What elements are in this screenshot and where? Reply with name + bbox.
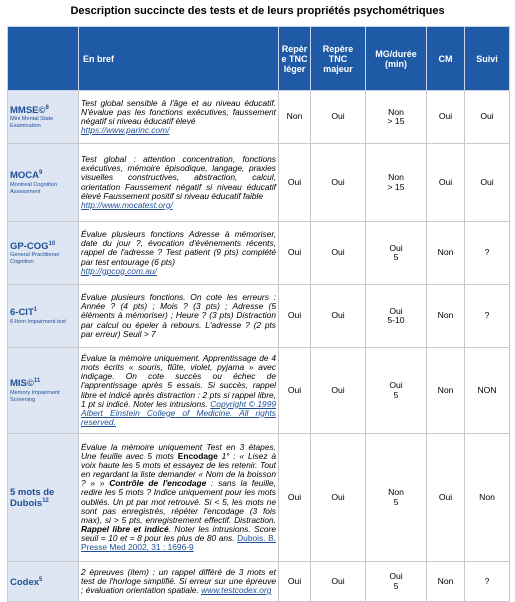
test-link[interactable]: https://www.parinc.com/ <box>81 125 170 136</box>
mg-value: Oui <box>389 571 403 582</box>
test-name: MOCA <box>10 169 40 181</box>
test-name-cell <box>8 348 79 434</box>
duree-value: 5 <box>393 252 399 262</box>
test-name-cell <box>8 222 79 285</box>
suivi-value: NON <box>465 348 510 434</box>
test-ref: 5 <box>39 577 43 584</box>
test-description <box>79 144 279 222</box>
suivi-value: ? <box>465 285 510 348</box>
table-row <box>8 91 510 144</box>
mg-duree-value <box>366 144 427 222</box>
tnc-majeur-value: Oui <box>311 348 366 434</box>
mg-value: Oui <box>389 242 403 253</box>
test-fullname: General Practitioner Cognition <box>10 252 60 266</box>
header-name <box>8 27 79 91</box>
cm-value: Non <box>427 222 465 285</box>
cm-value: Oui <box>427 144 465 222</box>
suivi-value: Oui <box>465 144 510 222</box>
header-cm: CM <box>427 27 465 91</box>
table-row <box>8 285 510 348</box>
mg-duree-value <box>366 91 427 144</box>
test-ref: 8 <box>45 104 49 111</box>
test-name-cell <box>8 562 79 602</box>
tnc-leger-value: Non <box>279 91 311 144</box>
description-text: 1° : « Lisez à voix haute les 5 mots et essayez de les retenir. Tout en regardant la liste demander « Nom de la boisson ? » » <box>81 451 276 489</box>
header-tnc-leger: Repèr e TNC léger <box>279 27 311 91</box>
test-name-cell <box>8 91 79 144</box>
test-fullname: Mini Mental State Examination <box>10 116 54 130</box>
table-row <box>8 144 510 222</box>
header-mg-duree: MG/durée (min) <box>366 27 427 91</box>
test-link[interactable]: http://gpcog.com.au/ <box>81 265 157 276</box>
test-ref: 12 <box>42 497 49 504</box>
header-tnc-majeur: Repère TNC majeur <box>311 27 366 91</box>
description-text: Évalue la mémoire uniquement Test en 3 étapes. Une feuille avec 5 mots <box>81 441 276 462</box>
test-fullname: Memory Impairment Screening <box>10 389 60 403</box>
mg-duree-value <box>366 562 427 602</box>
tnc-majeur-value: Oui <box>311 285 366 348</box>
duree-value: 5-10 <box>387 315 405 325</box>
tnc-leger-value: Oui <box>279 222 311 285</box>
tnc-leger-value: Oui <box>279 434 311 562</box>
header-brief: En bref <box>79 27 279 91</box>
mg-duree-value <box>366 434 427 562</box>
table-row <box>8 562 510 602</box>
test-fullname: 6-Item Impairment test <box>10 318 66 325</box>
test-name: GP-COG <box>10 240 49 252</box>
page-title: Description succincte des tests et de leurs propriétés psychométriques <box>70 5 445 17</box>
tnc-leger-value: Oui <box>279 348 311 434</box>
test-description <box>79 434 279 562</box>
description-text: Évalue plusieurs fonctions. On cote les erreurs : Année ? (4 pts) ; Mois ? (3 pts) ; Adresse (5 éléments à mémoriser) ; Heure ? (3 pts) Distraction par calcul ou épeler à rebours. L'adresse ? (2 pts par erreur) Seuil > 7 <box>81 292 276 339</box>
duree-value: > 15 <box>387 116 405 126</box>
description-text: Test global sensible à l'âge et au niveau éducatif. N'évalue pas les fonctions exécutives, faussement négatif si niveau éducatif élevé <box>81 97 276 126</box>
mg-value: Non <box>388 172 404 183</box>
table-row <box>8 222 510 285</box>
test-ref: 9 <box>39 170 43 177</box>
tnc-leger-value: Oui <box>279 562 311 602</box>
duree-value: 5 <box>393 496 399 507</box>
description-bold: Rappel libre et indicé <box>81 523 169 534</box>
description-text: Évalue plusieurs fonctions Adresse à mémoriser, date du jour ?, évocation d'événements récents, rappel de l'adresse ? Test patient (9 pts) complété par test entourage (6 pts) <box>81 229 276 267</box>
test-description <box>79 348 279 434</box>
test-name-cell <box>8 285 79 348</box>
duree-value: 5 <box>393 580 399 591</box>
cm-value: Non <box>427 348 465 434</box>
tnc-majeur-value: Oui <box>311 91 366 144</box>
cm-value: Oui <box>427 434 465 562</box>
description-text: . Noter les intrusions. Score seuil = 10 et = 8 pour les plus de 80 ans. <box>81 523 276 543</box>
test-ref: 10 <box>48 240 56 247</box>
test-name: MMSE© <box>10 104 46 116</box>
description-bold: Encodage <box>177 451 218 462</box>
mg-duree-value <box>366 285 427 348</box>
test-link[interactable]: Dubois. B. Presse Med 2002, 31 : 1696-9 <box>81 532 276 552</box>
cm-value: Non <box>427 285 465 348</box>
header-row <box>8 27 510 91</box>
suivi-value: ? <box>465 562 510 602</box>
test-description <box>79 91 279 144</box>
test-name: MIS© <box>10 377 34 389</box>
description-text: 2 épreuves (item) : un rappel différé de 3 mots et test de l'horloge simplifié. Si erreur sur une épreuve ; évaluation orientation spatiale. <box>81 566 276 596</box>
test-name: Codex <box>10 576 40 588</box>
table-row <box>8 348 510 434</box>
suivi-value: Non <box>465 434 510 562</box>
tnc-majeur-value: Oui <box>311 434 366 562</box>
cm-value: Non <box>427 562 465 602</box>
tnc-majeur-value: Oui <box>311 144 366 222</box>
test-name: 6-CIT <box>10 306 34 318</box>
tnc-leger-value: Oui <box>279 144 311 222</box>
test-description <box>79 222 279 285</box>
test-name-cell <box>8 434 79 562</box>
tests-table <box>7 26 510 602</box>
test-link[interactable]: www.testcodex.org <box>201 585 272 596</box>
mg-value: Non <box>388 106 404 117</box>
test-link[interactable]: http://www.mocatest.org/ <box>81 199 173 210</box>
description-bold: Contrôle de l'encodage <box>109 478 207 489</box>
mg-duree-value <box>366 348 427 434</box>
test-ref: 1 <box>33 307 38 314</box>
suivi-value: ? <box>465 222 510 285</box>
test-name-cell <box>8 144 79 222</box>
test-ref: 11 <box>33 378 41 385</box>
test-description <box>79 562 279 602</box>
table-row <box>8 434 510 562</box>
mg-value: Oui <box>389 380 403 391</box>
tnc-majeur-value: Oui <box>311 222 366 285</box>
cm-value: Oui <box>427 91 465 144</box>
test-name: 5 mots de Dubois <box>10 486 55 509</box>
mg-value: Oui <box>389 305 403 316</box>
test-link[interactable]: Copyright © 1999 Albert Einstein College of Medicine. All rights reserved. <box>81 398 277 427</box>
tnc-majeur-value: Oui <box>311 562 366 602</box>
duree-value: 5 <box>393 389 399 400</box>
suivi-value: Oui <box>465 91 510 144</box>
description-text: Test global : attention concentration, fonctions exécutives, mémoire épisodique, langage, praxies visuelles constructives, abstraction, calcul, orientation Faussement négatif si niveau éducatif élevé Faussement positif si niveau éducatif faible <box>81 154 276 201</box>
mg-duree-value <box>366 222 427 285</box>
header-suivi: Suivi <box>465 27 510 91</box>
mg-value: Non <box>388 487 404 498</box>
duree-value: > 15 <box>387 181 405 192</box>
description-text: Évalue la mémoire uniquement. Apprentissage de 4 mots écrits « souris, flûte, violet, pyjama » avec indiçage. On cote succès ou échec de l'apprentissage après 5 essais. Si succès, rappel libre et indicé après distraction : 2 pts si rappel libre, 1 pt si indicé. Noter les intrusions. <box>81 353 276 409</box>
tnc-leger-value: Oui <box>279 285 311 348</box>
description-text: : sans la feuille, redire les 5 mots ? Indice uniquement pour les mots oubliés. Un pt par mot retrouvé. Si < 5, les mots ne sont pas enregistrés, répéter l'encodage (3 fois max), si > 5 pts, enregistrement effectif. Distraction. <box>81 478 276 525</box>
test-description <box>79 285 279 348</box>
test-fullname: Montreal Cognition Assessment <box>10 181 57 195</box>
